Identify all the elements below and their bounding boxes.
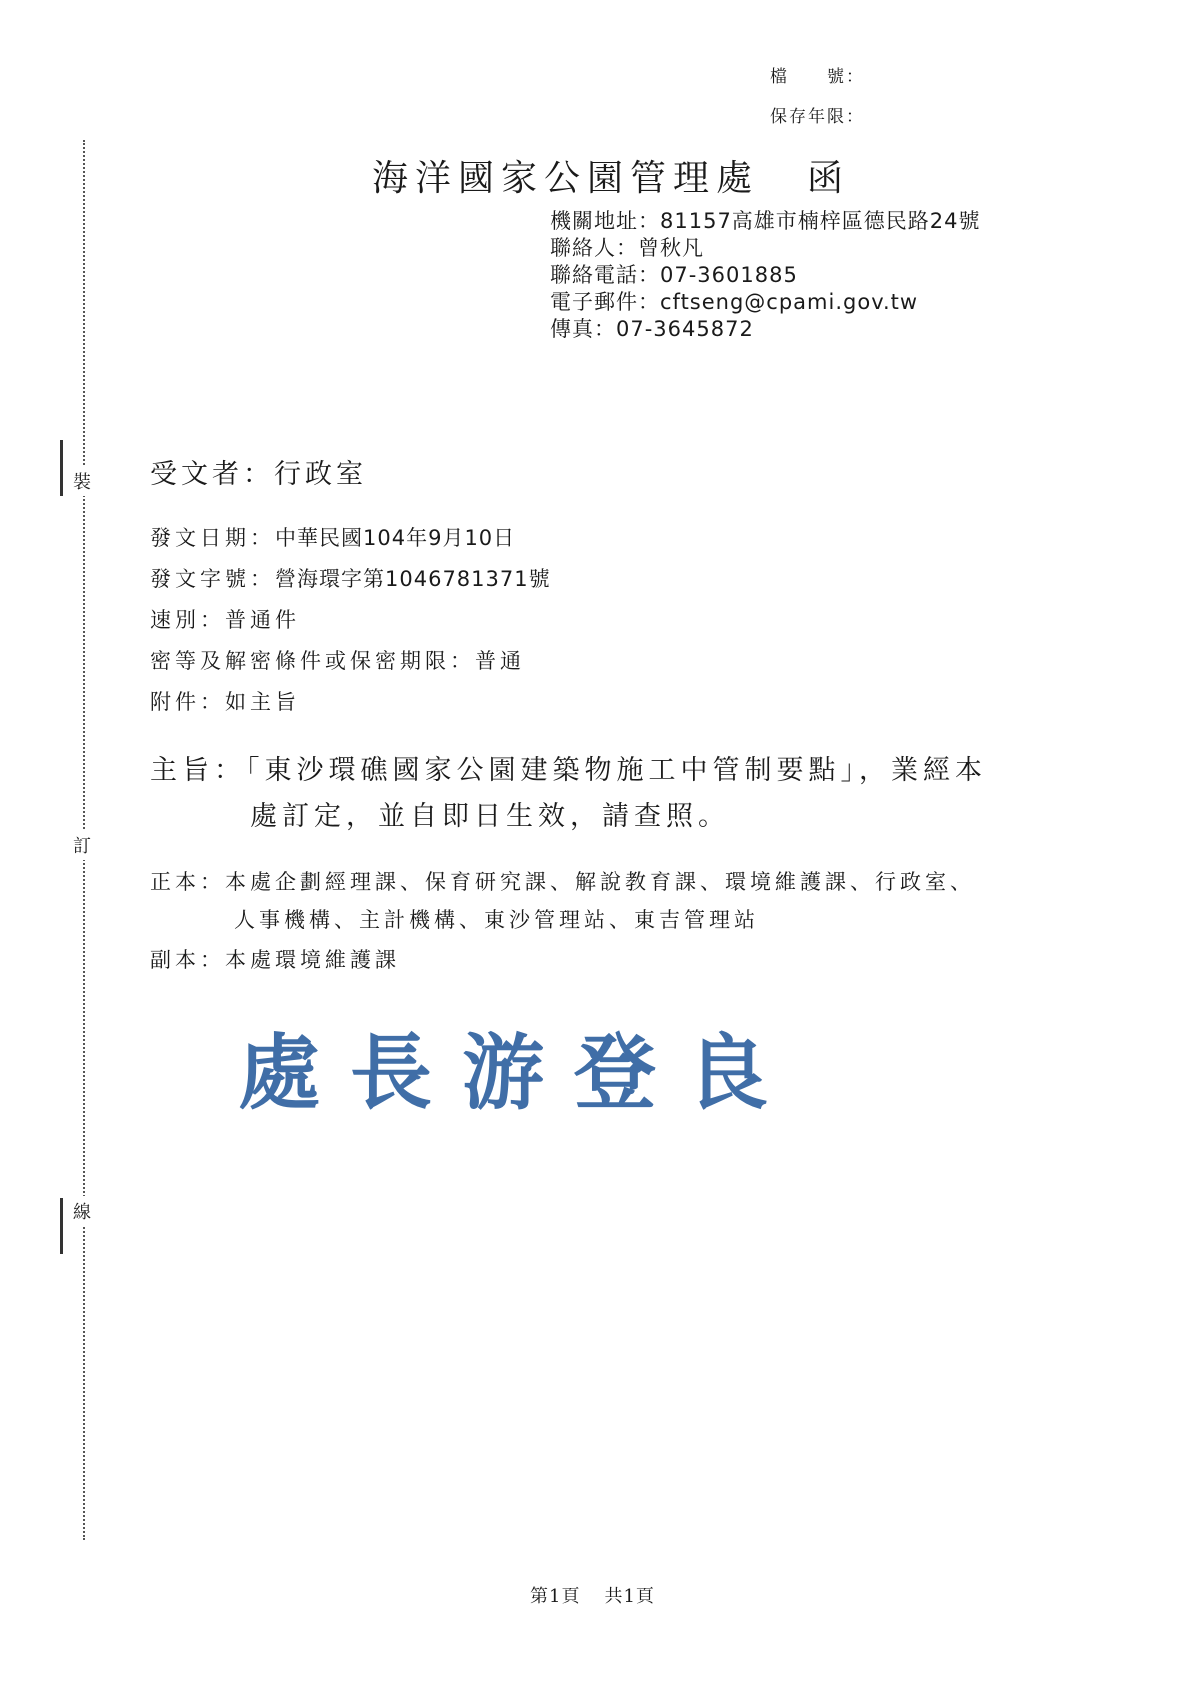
issue-date-row [150, 522, 515, 552]
file-number-label: 檔 號： [770, 67, 865, 87]
page-number: 第1頁 [530, 1586, 581, 1607]
retention-period-label: 保存年限： [770, 107, 865, 127]
document-number-label: 發文字號： [150, 567, 275, 591]
contact-person-label: 聯絡人： [550, 236, 638, 260]
subject-label: 主旨： [150, 755, 246, 786]
copy-distribution-row [150, 944, 400, 974]
recipient-label: 受文者： [150, 459, 274, 490]
address-label: 機關地址： [550, 209, 660, 233]
page-total: 共1頁 [604, 1586, 655, 1607]
binding-label-ding: 訂 [73, 830, 91, 860]
original-distribution-row [150, 866, 975, 896]
subject-line-2: 處訂定，並自即日生效，請查照。 [250, 801, 730, 832]
recipient-row [150, 452, 367, 491]
copy-label: 副本： [150, 948, 225, 972]
contact-person-row [550, 235, 981, 262]
document-type: 函 [807, 158, 851, 199]
email-value: cftseng@cpami.gov.tw [660, 290, 919, 314]
agency-name: 海洋國家公園管理處 [372, 158, 760, 199]
speed-row [150, 604, 300, 634]
subject-row [150, 748, 987, 787]
original-line-2: 人事機構、主計機構、東沙管理站、東吉管理站 [234, 908, 759, 932]
document-title [372, 150, 850, 201]
fax-row [550, 316, 981, 343]
attachment-label: 附件： [150, 690, 225, 714]
email-row [550, 289, 981, 316]
contact-block [550, 208, 981, 343]
original-line-1: 本處企劃經理課、保育研究課、解說教育課、環境維護課、行政室、 [225, 870, 975, 894]
document-number-row [150, 563, 551, 593]
original-label: 正本： [150, 870, 225, 894]
secrecy-row [150, 645, 525, 675]
fax-label: 傳真： [550, 317, 616, 341]
attachment-row [150, 686, 300, 716]
page-footer [530, 1582, 655, 1608]
phone-label: 聯絡電話： [550, 263, 660, 287]
address-value: 81157高雄市楠梓區德民路24號 [660, 209, 981, 233]
issue-date-value: 中華民國104年9月10日 [275, 526, 516, 550]
recipient-value: 行政室 [274, 459, 367, 490]
binding-bar-bottom [60, 1198, 63, 1254]
issue-date-label: 發文日期： [150, 526, 275, 550]
speed-value: 普通件 [225, 608, 300, 632]
address-row [550, 208, 981, 235]
email-label: 電子郵件： [550, 290, 660, 314]
secrecy-value: 普通 [475, 649, 525, 673]
binding-bar-top [60, 440, 63, 496]
copy-value: 本處環境維護課 [225, 948, 400, 972]
seal-text: 處長游登良 [238, 1025, 799, 1121]
contact-person-value: 曾秋凡 [638, 236, 704, 260]
phone-value: 07-3601885 [660, 263, 798, 287]
phone-row [550, 262, 981, 289]
speed-label: 速別： [150, 608, 225, 632]
subject-line-1: 「東沙環礁國家公園建築物施工中管制要點」，業經本 [246, 755, 987, 786]
secrecy-label: 密等及解密條件或保密期限： [150, 649, 475, 673]
attachment-value: 如主旨 [225, 690, 300, 714]
binding-label-xian: 線 [73, 1196, 91, 1226]
director-seal-stamp [238, 1008, 798, 1125]
binding-label-zhuang: 裝 [73, 466, 91, 496]
document-number-value: 營海環字第1046781371號 [275, 567, 551, 591]
fax-value: 07-3645872 [616, 317, 754, 341]
